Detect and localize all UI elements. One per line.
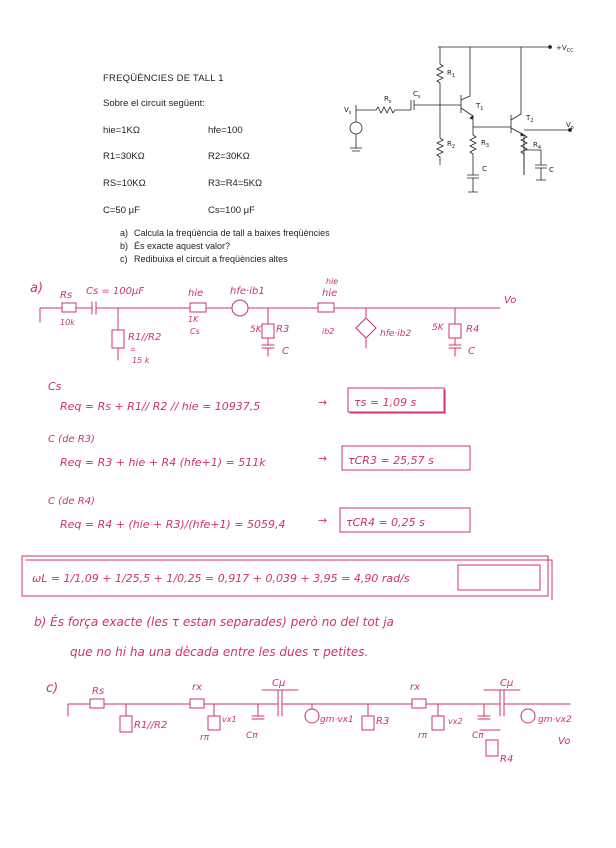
hw-c-r4: R4 <box>500 754 514 765</box>
hw-wl-formula: ωL = 1/1,09 + 1/25,5 + 1/0,25 = 0,917 + 0,039 + 3,95 = 4,90 rad/s <box>32 572 410 585</box>
hw-c-rpi2: rπ <box>418 731 428 741</box>
hw-b-line1: b) És força exacte (les τ estan separades) però no del tot ja <box>34 615 394 629</box>
hw-hie2-top: hie <box>326 277 339 286</box>
intro-text: Sobre el circuit següent: <box>103 98 205 109</box>
hw-c-cu1: Cμ <box>272 678 286 689</box>
label-vo: $V_o$ <box>566 121 574 131</box>
hw-5k-1: 5K <box>250 325 262 335</box>
hw-c-vx1: vx1 <box>222 715 237 724</box>
hw-rs: Rs <box>60 290 73 301</box>
hw-hie1: hie <box>188 288 204 299</box>
label-t2: $T_2$ <box>526 114 534 124</box>
param-rs: RS=10KΩ <box>103 178 146 189</box>
param-cs: Cs=100 μF <box>208 205 255 216</box>
label-vcc: $+V_{CC}$ <box>556 44 574 54</box>
hw-c-1: C <box>282 346 289 357</box>
hw-c-r3: R3 <box>376 716 390 727</box>
label-vs: $V_s$ <box>344 106 352 116</box>
hw-c-cpi1: Cπ <box>246 731 258 741</box>
hw-cs-under: Cs <box>190 327 200 336</box>
hw-ib2: hfe·ib2 <box>380 329 412 339</box>
param-hie: hie=1KΩ <box>103 125 140 136</box>
hw-c-2: C <box>468 346 475 357</box>
hw-b-line2: que no hi ha una dècada entre les dues τ petites. <box>70 645 369 659</box>
hw-c-rpi1: rπ <box>200 733 210 743</box>
hw-c3-arrow: → <box>318 452 328 465</box>
label-r1: $R_1$ <box>447 69 456 79</box>
hw-c-rs: Rs <box>92 686 105 697</box>
hw-5k-2: 5K <box>432 323 444 333</box>
label-c2: C <box>549 166 554 174</box>
hw-c4-formula: Req = R4 + (hie + R3)/(hfe+1) = 5059,4 <box>60 518 286 531</box>
hw-c3-formula: Req = R3 + hie + R4 (hfe+1) = 511k <box>60 456 266 469</box>
hw-c-r12: R1//R2 <box>134 720 168 731</box>
hw-hie2: hie <box>322 288 338 299</box>
label-t1: $T_1$ <box>476 102 484 112</box>
question-key: a) <box>120 228 129 238</box>
hw-c-gm1: gm·vx1 <box>320 715 354 725</box>
label-cs: $C_s$ <box>413 90 421 100</box>
param-hfe: hfe=100 <box>208 125 243 136</box>
hw-c4-head: C (de R4) <box>48 496 95 507</box>
hw-cs-formula: Req = Rs + R1// R2 // hie = 10937,5 <box>60 400 261 413</box>
hw-15k: 15 k <box>132 356 150 365</box>
hw-r4: R4 <box>466 324 480 335</box>
hw-eq: = <box>130 346 136 354</box>
page-title: FREQÜÈNCIES DE TALL 1 <box>103 73 224 84</box>
question-text: Redibuixa el circuit a freqüències altes <box>134 254 288 264</box>
question-key: c) <box>120 254 128 264</box>
label-c1: C <box>482 165 487 173</box>
param-c: C=50 μF <box>103 205 140 216</box>
hw-1k: 1K <box>188 315 199 324</box>
hw-c4-result: τCR4 = 0,25 s <box>346 516 425 529</box>
hw-cs-result: τs = 1,09 s <box>354 396 417 409</box>
param-r1: R1=30KΩ <box>103 151 145 162</box>
hw-r3: R3 <box>276 324 290 335</box>
label-r3: $R_3$ <box>481 139 490 149</box>
param-r3-r4: R3=R4=5KΩ <box>208 178 263 189</box>
hw-cs-arrow: → <box>318 396 328 409</box>
hw-ib2-under: ib2 <box>322 327 335 336</box>
param-r2: R2=30KΩ <box>208 151 250 162</box>
hw-vo: Vo <box>504 295 517 306</box>
hw-c-cu2: Cμ <box>500 678 514 689</box>
hw-c-vx2: vx2 <box>448 717 463 726</box>
label-r2: $R_2$ <box>447 140 456 150</box>
label-rs: $R_s$ <box>384 95 392 105</box>
question-text: Calcula la freqüència de tall a baixes freqüències <box>134 228 330 238</box>
hw-cs-head: Cs <box>48 380 62 393</box>
hw-c-rx2: rx <box>410 682 421 693</box>
hw-c-vo: Vo <box>558 736 571 747</box>
hw-10k: 10k <box>60 318 75 327</box>
question-text: És exacte aquest valor? <box>134 241 231 251</box>
hw-c-gm2: gm·vx2 <box>538 715 572 725</box>
hw-c4-arrow: → <box>318 514 328 527</box>
label-part-a: a) <box>30 281 44 296</box>
label-r4: $R_4$ <box>533 141 542 151</box>
hw-c-rx1: rx <box>192 682 203 693</box>
question-key: b) <box>120 241 129 251</box>
hw-ib1: hfe·ib1 <box>230 286 265 297</box>
label-part-c: c) <box>46 681 59 696</box>
hw-cs: Cs = 100μF <box>86 286 145 297</box>
hw-r12: R1//R2 <box>128 332 162 343</box>
hw-c3-result: τCR3 = 25,57 s <box>348 454 434 467</box>
hw-c3-head: C (de R3) <box>48 434 95 445</box>
hw-c-cpi2: Cπ <box>472 731 484 741</box>
